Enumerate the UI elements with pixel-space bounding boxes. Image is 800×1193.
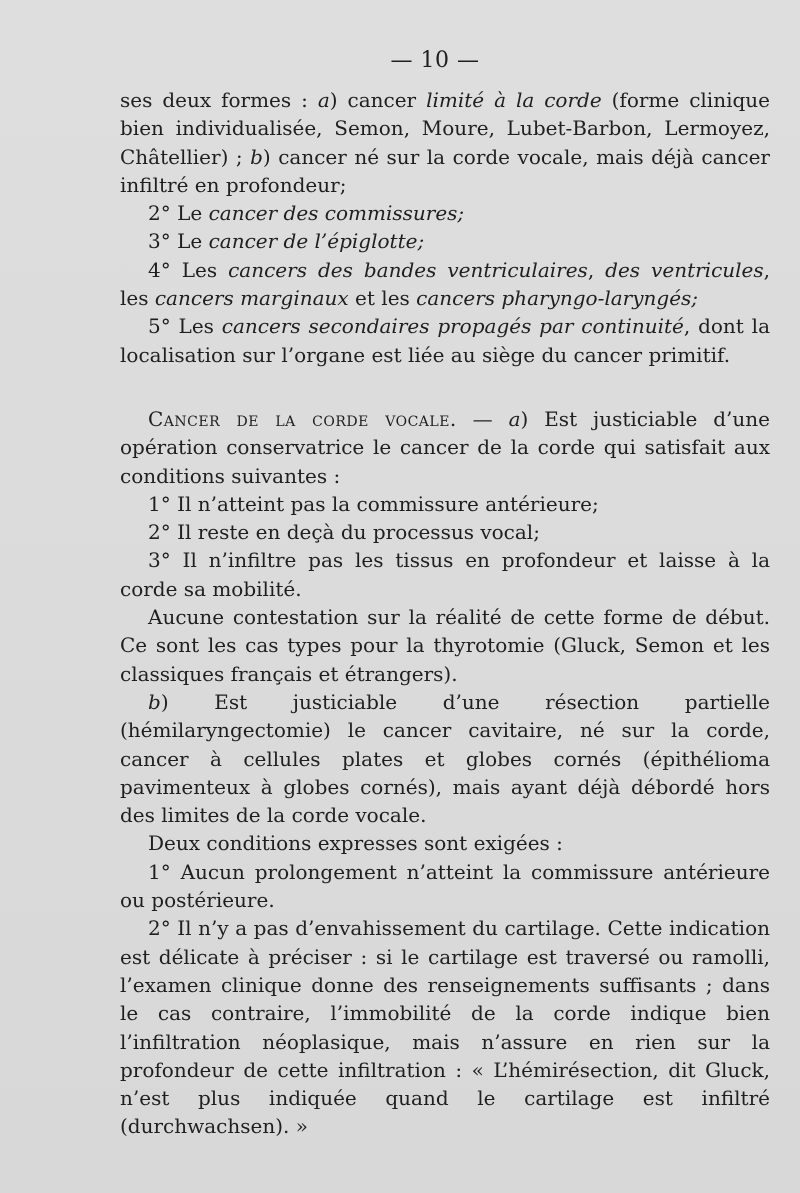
- text-run: 1° Il n’atteint pas la commissure antérieure;: [148, 491, 599, 516]
- paragraph: [120, 688, 770, 829]
- text-run: 3° Il n’infiltre pas les tissus en profondeur et laisse à la corde sa mobilité.: [120, 548, 770, 601]
- italic-text: cancers secondaires propagés par continuité: [221, 314, 684, 339]
- paragraph: [120, 858, 770, 915]
- text-run: Deux conditions expresses sont exigées :: [148, 831, 563, 856]
- text-run: ) Est justiciable d’une opération conservatrice le cancer de la corde qui satisfait aux conditions suivantes :: [120, 406, 770, 488]
- paragraph: [120, 490, 770, 518]
- italic-text: cancer de l’épiglotte;: [208, 229, 425, 254]
- paragraph: [120, 829, 770, 857]
- text-run: ,: [587, 257, 606, 282]
- italic-text: b: [148, 689, 161, 714]
- text-run: ses deux formes :: [120, 88, 318, 112]
- italic-text: limité à la corde: [426, 88, 602, 112]
- section-heading: Cancer de la corde vocale.: [148, 406, 457, 431]
- paragraph: [120, 405, 770, 490]
- italic-text: a: [317, 88, 330, 112]
- italic-text: a: [508, 406, 521, 431]
- text-run: , les: [120, 257, 771, 311]
- text-run: 5° Les: [148, 314, 222, 339]
- paragraph: [120, 199, 770, 227]
- text-run: 2° Il reste en deçà du processus vocal;: [148, 520, 540, 545]
- italic-text: cancers marginaux: [154, 286, 349, 311]
- paragraph: [120, 546, 770, 603]
- text-run: ) cancer né sur la corde vocale, mais déjà cancer infiltré en profondeur;: [120, 144, 770, 197]
- body-text: [120, 86, 770, 1141]
- text-run: 4° Les: [148, 257, 229, 282]
- italic-text: des ventricules: [605, 257, 764, 282]
- italic-text: b: [250, 144, 263, 169]
- text-run: 3° Le: [148, 229, 209, 254]
- text-run: ) Est justiciable d’une résection partielle (hémilaryngectomie) le cancer cavitaire, né sur la corde, cancer à cellules plates et globes cornés (épithélioma pavimenteux à globes cornés), mais ayant déjà débordé hors des limites de la corde vocale.: [120, 689, 770, 828]
- text-run: ) cancer: [329, 88, 427, 112]
- paragraph: [120, 312, 770, 369]
- page-number: — 10 —: [390, 48, 480, 73]
- text-run: 2° Le: [148, 201, 209, 226]
- italic-text: cancers des bandes ventriculaires: [228, 257, 588, 282]
- paragraph: [120, 914, 770, 1140]
- italic-text: cancer des commissures;: [208, 201, 465, 226]
- paragraph: [120, 518, 770, 546]
- paragraph: [120, 227, 770, 255]
- paragraph: [120, 256, 770, 313]
- text-run: 1° Aucun prolongement n’atteint la commissure antérieure ou postérieure.: [120, 859, 770, 913]
- text-run: (forme clinique bien individualisée, Semon, Moure, Lubet-Barbon, Lermoyez, Châtellier) ;: [120, 88, 770, 169]
- text-run: —: [456, 406, 509, 431]
- section-gap: [120, 369, 770, 405]
- paragraph: [120, 86, 770, 199]
- text-run: 2° Il n’y a pas d’envahissement du cartilage. Cette indication est délicate à préciser : si le cartilage est traversé ou ramolli, l’examen clinique donne des renseignements suffisants ; dans le cas contraire, l’immobilité de la corde indique bien l’infiltration néoplasique, mais n’assure en rien sur la profondeur de cette infiltration : « L’hémirésection, dit Gluck, n’est plus indiquée quand le cartilage est infiltré (durchwachsen). »: [120, 916, 770, 1139]
- paragraph: [120, 603, 770, 688]
- italic-text: cancers pharyngo-laryngés;: [416, 286, 699, 311]
- text-run: , dont la localisation sur l’organe est liée au siège du cancer primitif.: [120, 314, 770, 367]
- text-run: Aucune contestation sur la réalité de cette forme de début. Ce sont les cas types pour la thyrotomie (Gluck, Semon et les classiques français et étrangers).: [120, 605, 770, 686]
- text-run: et les: [348, 286, 417, 311]
